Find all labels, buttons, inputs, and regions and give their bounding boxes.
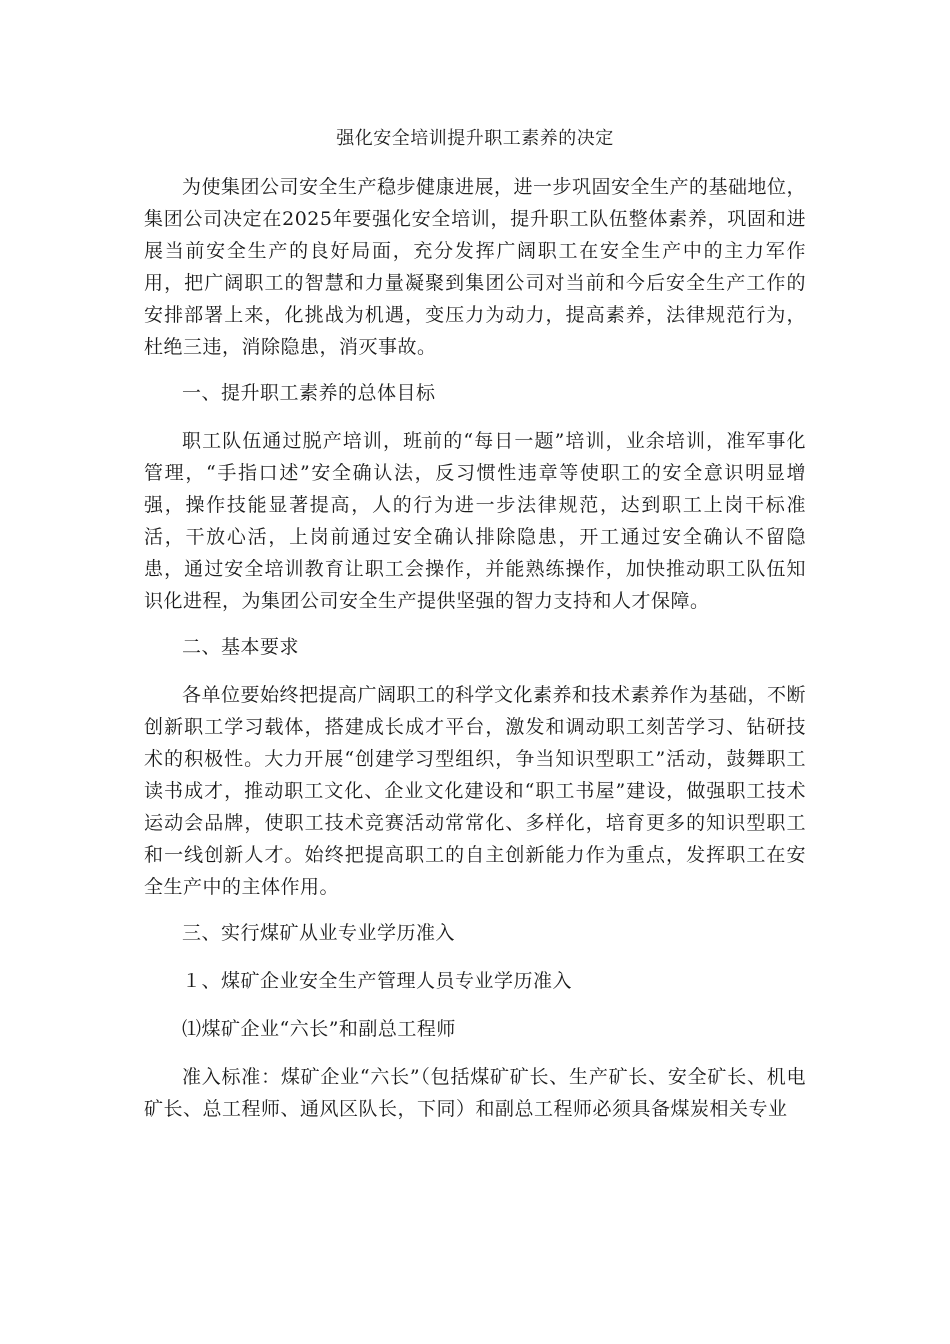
subsection-heading-management: １、煤矿企业安全生产管理人员专业学历准入 xyxy=(182,970,573,992)
section-heading-qualification: 三、实行煤矿从业专业学历准入 xyxy=(182,922,456,944)
section-heading-requirements: 二、基本要求 xyxy=(182,636,300,658)
subsection-heading-six-chiefs: ⑴煤矿企业“六长”和副总工程师 xyxy=(182,1018,456,1040)
intro-paragraph: 为使集团公司安全生产稳步健康进展，进一步巩固安全生产的基础地位，集团公司决定在2025年要强化安全培训，提升职工队伍整体素养，巩固和进展当前安全生产的良好局面，充分发挥广阔职工在安全生产中的主力军作用，把广阔职工的智慧和力量凝聚到集团公司对当前和今后安全生产工作的安排部署上来，化挑战为机遇，变压力为动力，提高素养，法律规范行为，杜绝三违，消除隐患，消灭事故。 xyxy=(144,176,807,358)
document-title: 强化安全培训提升职工素养的决定 xyxy=(336,128,614,149)
standard-paragraph: 准入标准：煤矿企业“六长”（包括煤矿矿长、生产矿长、安全矿长、机电矿长、总工程师、通风区队长，下同）和副总工程师必须具备煤炭相关专业 xyxy=(144,1066,806,1120)
requirements-paragraph: 各单位要始终把提高广阔职工的科学文化素养和技术素养作为基础，不断创新职工学习载体，搭建成长成才平台，激发和调动职工刻苦学习、钻研技术的积极性。大力开展“创建学习型组织，争当知识型职工”活动，鼓舞职工读书成才，推动职工文化、企业文化建设和“职工书屋”建设，做强职工技术运动会品牌，使职工技术竞赛活动常常化、多样化，培育更多的知识型职工和一线创新人才。始终把提高职工的自主创新能力作为重点，发挥职工在安全生产中的主体作用。 xyxy=(144,684,807,898)
goals-paragraph: 职工队伍通过脱产培训，班前的“每日一题”培训，业余培训，准军事化管理，“手指口述”安全确认法，反习惯性违章等使职工的安全意识明显增强，操作技能显著提高，人的行为进一步法律规范，达到职工上岗干标准活，干放心活，上岗前通过安全确认排除隐患，开工通过安全确认不留隐患，通过安全培训教育让职工会操作，并能熟练操作，加快推动职工队伍知识化进程，为集团公司安全生产提供坚强的智力支持和人才保障。 xyxy=(144,430,806,612)
section-heading-goals: 一、提升职工素养的总体目标 xyxy=(182,382,436,404)
document-body xyxy=(144,171,806,1125)
